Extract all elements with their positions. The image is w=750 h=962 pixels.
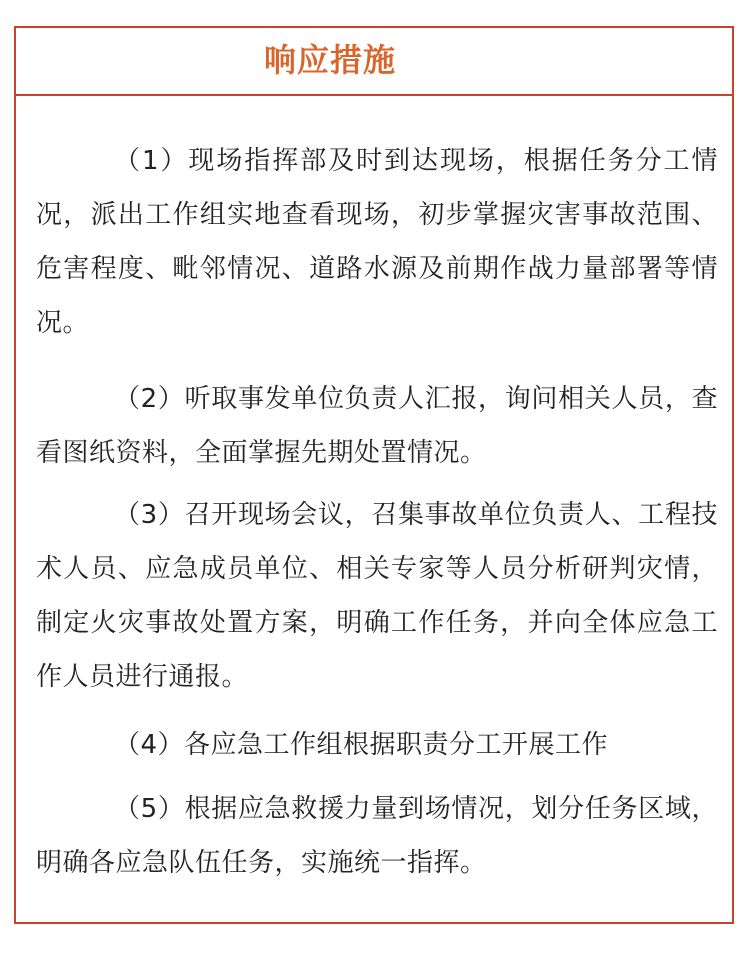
measure-paragraph-3: （3）召开现场会议，召集事故单位负责人、工程技术人员、应急成员单位、相关专家等人员分析研判灾情，制定火灾事故处置方案，明确工作任务，并向全体应急工作人员进行通报。: [36, 500, 718, 692]
response-measures-panel: [14, 26, 734, 924]
panel-title: 响应措施: [264, 41, 397, 79]
measure-paragraph-5: （5）根据应急救援力量到场情况，划分任务区域，明确各应急队伍任务，实施统一指挥。: [36, 794, 718, 878]
panel-header: [16, 28, 732, 96]
measure-paragraph-1: （1）现场指挥部及时到达现场，根据任务分工情况，派出工作组实地查看现场，初步掌握灾害事故范围、危害程度、毗邻情况、道路水源及前期作战力量部署等情况。: [36, 146, 718, 338]
panel-body: [36, 98, 718, 890]
measure-paragraph-4: （4）各应急工作组根据职责分工开展工作: [114, 730, 609, 760]
measure-paragraph-2: （2）听取事发单位负责人汇报，询问相关人员，查看图纸资料，全面掌握先期处置情况。: [36, 384, 718, 468]
